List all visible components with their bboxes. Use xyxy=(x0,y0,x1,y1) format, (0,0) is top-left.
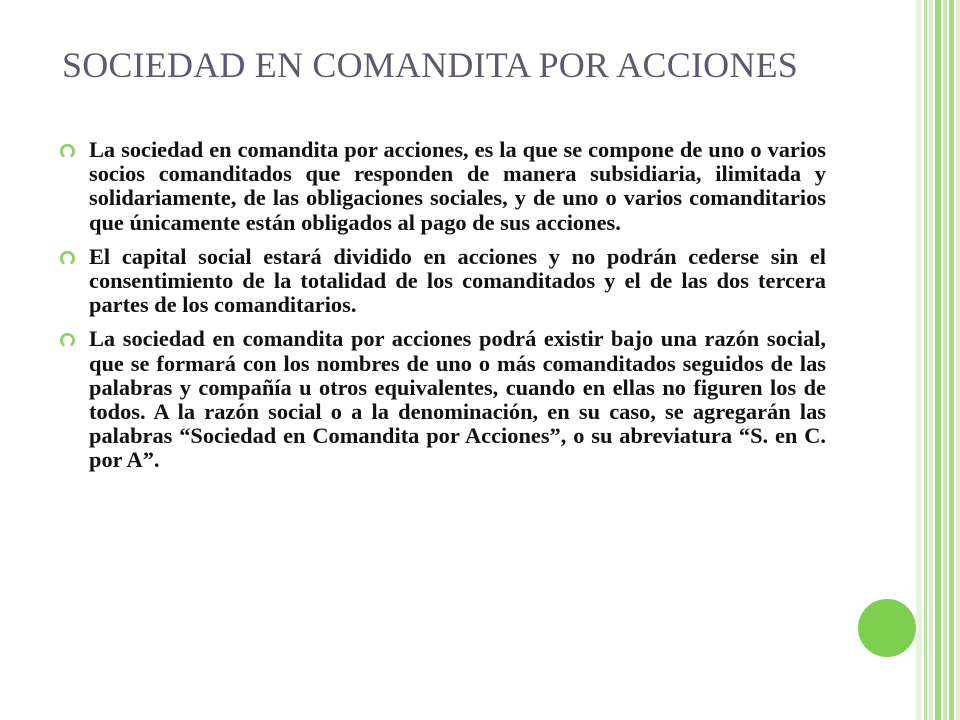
bullet-text: La sociedad en comandita por acciones, es la que se compone de uno o varios socios comanditados que responden de manera subsidiaria, ilimitada y solidariamente, de las obligaciones sociales, y de uno o varios comanditarios que únicamente están obligados al pago de sus acciones. xyxy=(89,137,826,235)
bullet-item xyxy=(60,138,826,235)
stripe xyxy=(935,0,941,720)
bullet-text: El capital social estará dividido en acciones y no podrán cederse sin el consentimiento de la totalidad de los comanditados y el de las dos tercera partes de los comanditarios. xyxy=(89,243,826,318)
bullet-icon xyxy=(60,251,75,266)
bullet-item xyxy=(60,327,826,472)
stripe xyxy=(929,0,933,720)
bullet-list xyxy=(60,138,826,483)
stripe xyxy=(949,0,954,720)
decorative-stripes xyxy=(916,0,960,720)
decorative-circle xyxy=(856,597,918,659)
stripe xyxy=(916,0,922,720)
stripe xyxy=(943,0,947,720)
bullet-text: La sociedad en comandita por acciones podrá existir bajo una razón social, que se formará con los nombres de uno o más comanditados seguidos de las palabras y compañía u otros equivalentes, cuando en ellas no figuren los de todos. A la razón social o a la denominación, en su caso, se agregarán las palabras “Sociedad en Comandita por Acciones”, o su abreviatura “S. en C. por A”. xyxy=(89,326,826,473)
bullet-icon xyxy=(60,333,75,348)
slide-title: SOCIEDAD EN COMANDITA POR ACCIONES xyxy=(62,45,798,85)
bullet-item xyxy=(60,245,826,318)
stripe xyxy=(924,0,927,720)
bullet-icon xyxy=(60,144,75,159)
stripe xyxy=(956,0,960,720)
